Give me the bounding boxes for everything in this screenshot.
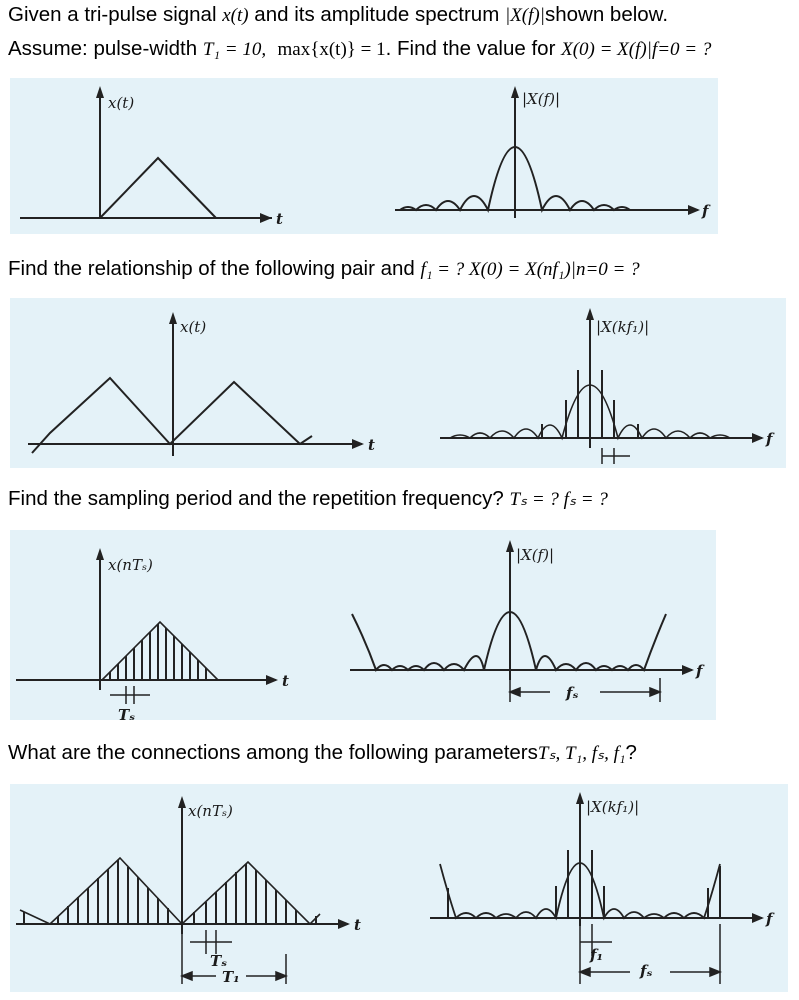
- fig4-left-xlabel: t: [354, 916, 361, 934]
- fig4-freq-arrow: [752, 913, 764, 923]
- fig3-xn-arrow: [96, 548, 104, 560]
- figure-1-panel: [10, 78, 718, 234]
- q1-text-d: Assume: pulse-width: [8, 37, 203, 60]
- q1-text-b: and its amplitude spectrum: [248, 3, 505, 26]
- fig3-right-ylabel: |X(f)|: [516, 546, 555, 564]
- fig4-xn-arrow: [178, 796, 186, 808]
- fig2-left-ylabel: x(t): [180, 318, 207, 336]
- fig1-xt-arrow: [96, 86, 104, 98]
- fig3-left-xlabel: t: [282, 672, 289, 690]
- fig3-Ts-dimension: [110, 686, 150, 704]
- fig3-right-xlabel: f: [696, 662, 703, 680]
- q4-symbols: Tₛ, T₁, fₛ, f₁: [537, 743, 626, 764]
- fig4-Ts-label: Tₛ: [210, 952, 228, 970]
- fig4-spectral-lines: [448, 850, 720, 918]
- q4-end: ?: [625, 741, 637, 764]
- fig1-time-arrow: [260, 213, 272, 223]
- fig1-right-ylabel: |X(f)|: [522, 90, 561, 108]
- q1-text-e: . Find the value for: [385, 37, 562, 60]
- fig4-T1-label: T₁: [222, 968, 240, 986]
- figure-4: [10, 784, 788, 992]
- figure-3: [10, 530, 716, 720]
- question-1-line-2: [8, 36, 711, 63]
- q1-text-a: Given a tri-pulse signal: [8, 3, 223, 26]
- q1-symbol-Xf: |X(f)|: [504, 5, 545, 26]
- fig3-samples: [110, 624, 206, 680]
- figure-1: [10, 78, 718, 234]
- fig4-fs-label: fₛ: [640, 962, 653, 980]
- fig1-left-ylabel: x(t): [108, 94, 135, 112]
- fig4-samples: [24, 860, 316, 924]
- fig3-envelope: [102, 622, 218, 680]
- q1-symbol-T1: T₁ = 10,: [202, 39, 267, 60]
- q1-symbol-max: max{x(t)} = 1: [277, 39, 386, 60]
- fig2-Xk-arrow: [586, 308, 594, 320]
- figure-4-panel: [10, 784, 788, 992]
- fig4-time-arrow: [338, 919, 350, 929]
- question-3: [8, 486, 608, 513]
- fig1-freq-arrow: [688, 205, 700, 215]
- figure-2-panel: [10, 298, 786, 468]
- fig2-time-arrow: [352, 439, 364, 449]
- fig3-freq-arrow: [682, 665, 694, 675]
- fig4-Xk-arrow: [576, 792, 584, 804]
- fig2-freq-arrow: [752, 433, 764, 443]
- fig2-right-ylabel: |X(kf₁)|: [596, 318, 650, 336]
- q2-text: Find the relationship of the following pair and: [8, 257, 421, 280]
- figure-3-panel: [10, 530, 716, 720]
- question-1-line-1: [8, 2, 668, 29]
- q2-symbols: f₁ = ? X(0) = X(nf₁)|n=0 = ?: [420, 259, 640, 280]
- fig2-f1-dimension: [602, 448, 630, 464]
- fig2-right-xlabel: f: [766, 430, 773, 448]
- fig1-Xf-arrow: [511, 86, 519, 98]
- fig3-Xf-arrow: [506, 540, 514, 552]
- fig2-left-xlabel: t: [368, 436, 375, 454]
- figure-2: [10, 298, 786, 468]
- q3-text: Find the sampling period and the repetition frequency?: [8, 487, 510, 510]
- q1-symbol-X0: X(0) = X(f)|f=0 = ?: [561, 39, 712, 60]
- fig4-left-ylabel: x(nTₛ): [188, 802, 233, 820]
- q4-text: What are the connections among the following parameters: [8, 741, 538, 764]
- fig3-fs-dimension: [510, 678, 660, 702]
- fig1-triangle-pulse: [100, 158, 216, 218]
- fig3-fs-label: fₛ: [566, 684, 579, 702]
- fig1-left-xlabel: t: [276, 210, 283, 228]
- fig4-f1-label: f₁: [590, 946, 604, 964]
- fig3-left-ylabel: x(nTₛ): [108, 556, 153, 574]
- q1-text-c: shown below.: [544, 3, 669, 26]
- q1-symbol-xt: x(t): [222, 5, 249, 26]
- question-4: [8, 740, 637, 767]
- q3-symbols: Tₛ = ? fₛ = ?: [509, 489, 608, 510]
- fig4-Ts-dimension: [190, 930, 232, 954]
- fig3-Ts-label: Tₛ: [118, 706, 136, 720]
- fig1-right-xlabel: f: [702, 202, 709, 220]
- fig2-xt-arrow: [169, 312, 177, 324]
- fig3-time-arrow: [266, 675, 278, 685]
- fig4-right-ylabel: |X(kf₁)|: [586, 798, 640, 816]
- question-2: [8, 256, 640, 283]
- fig4-right-xlabel: f: [766, 910, 773, 928]
